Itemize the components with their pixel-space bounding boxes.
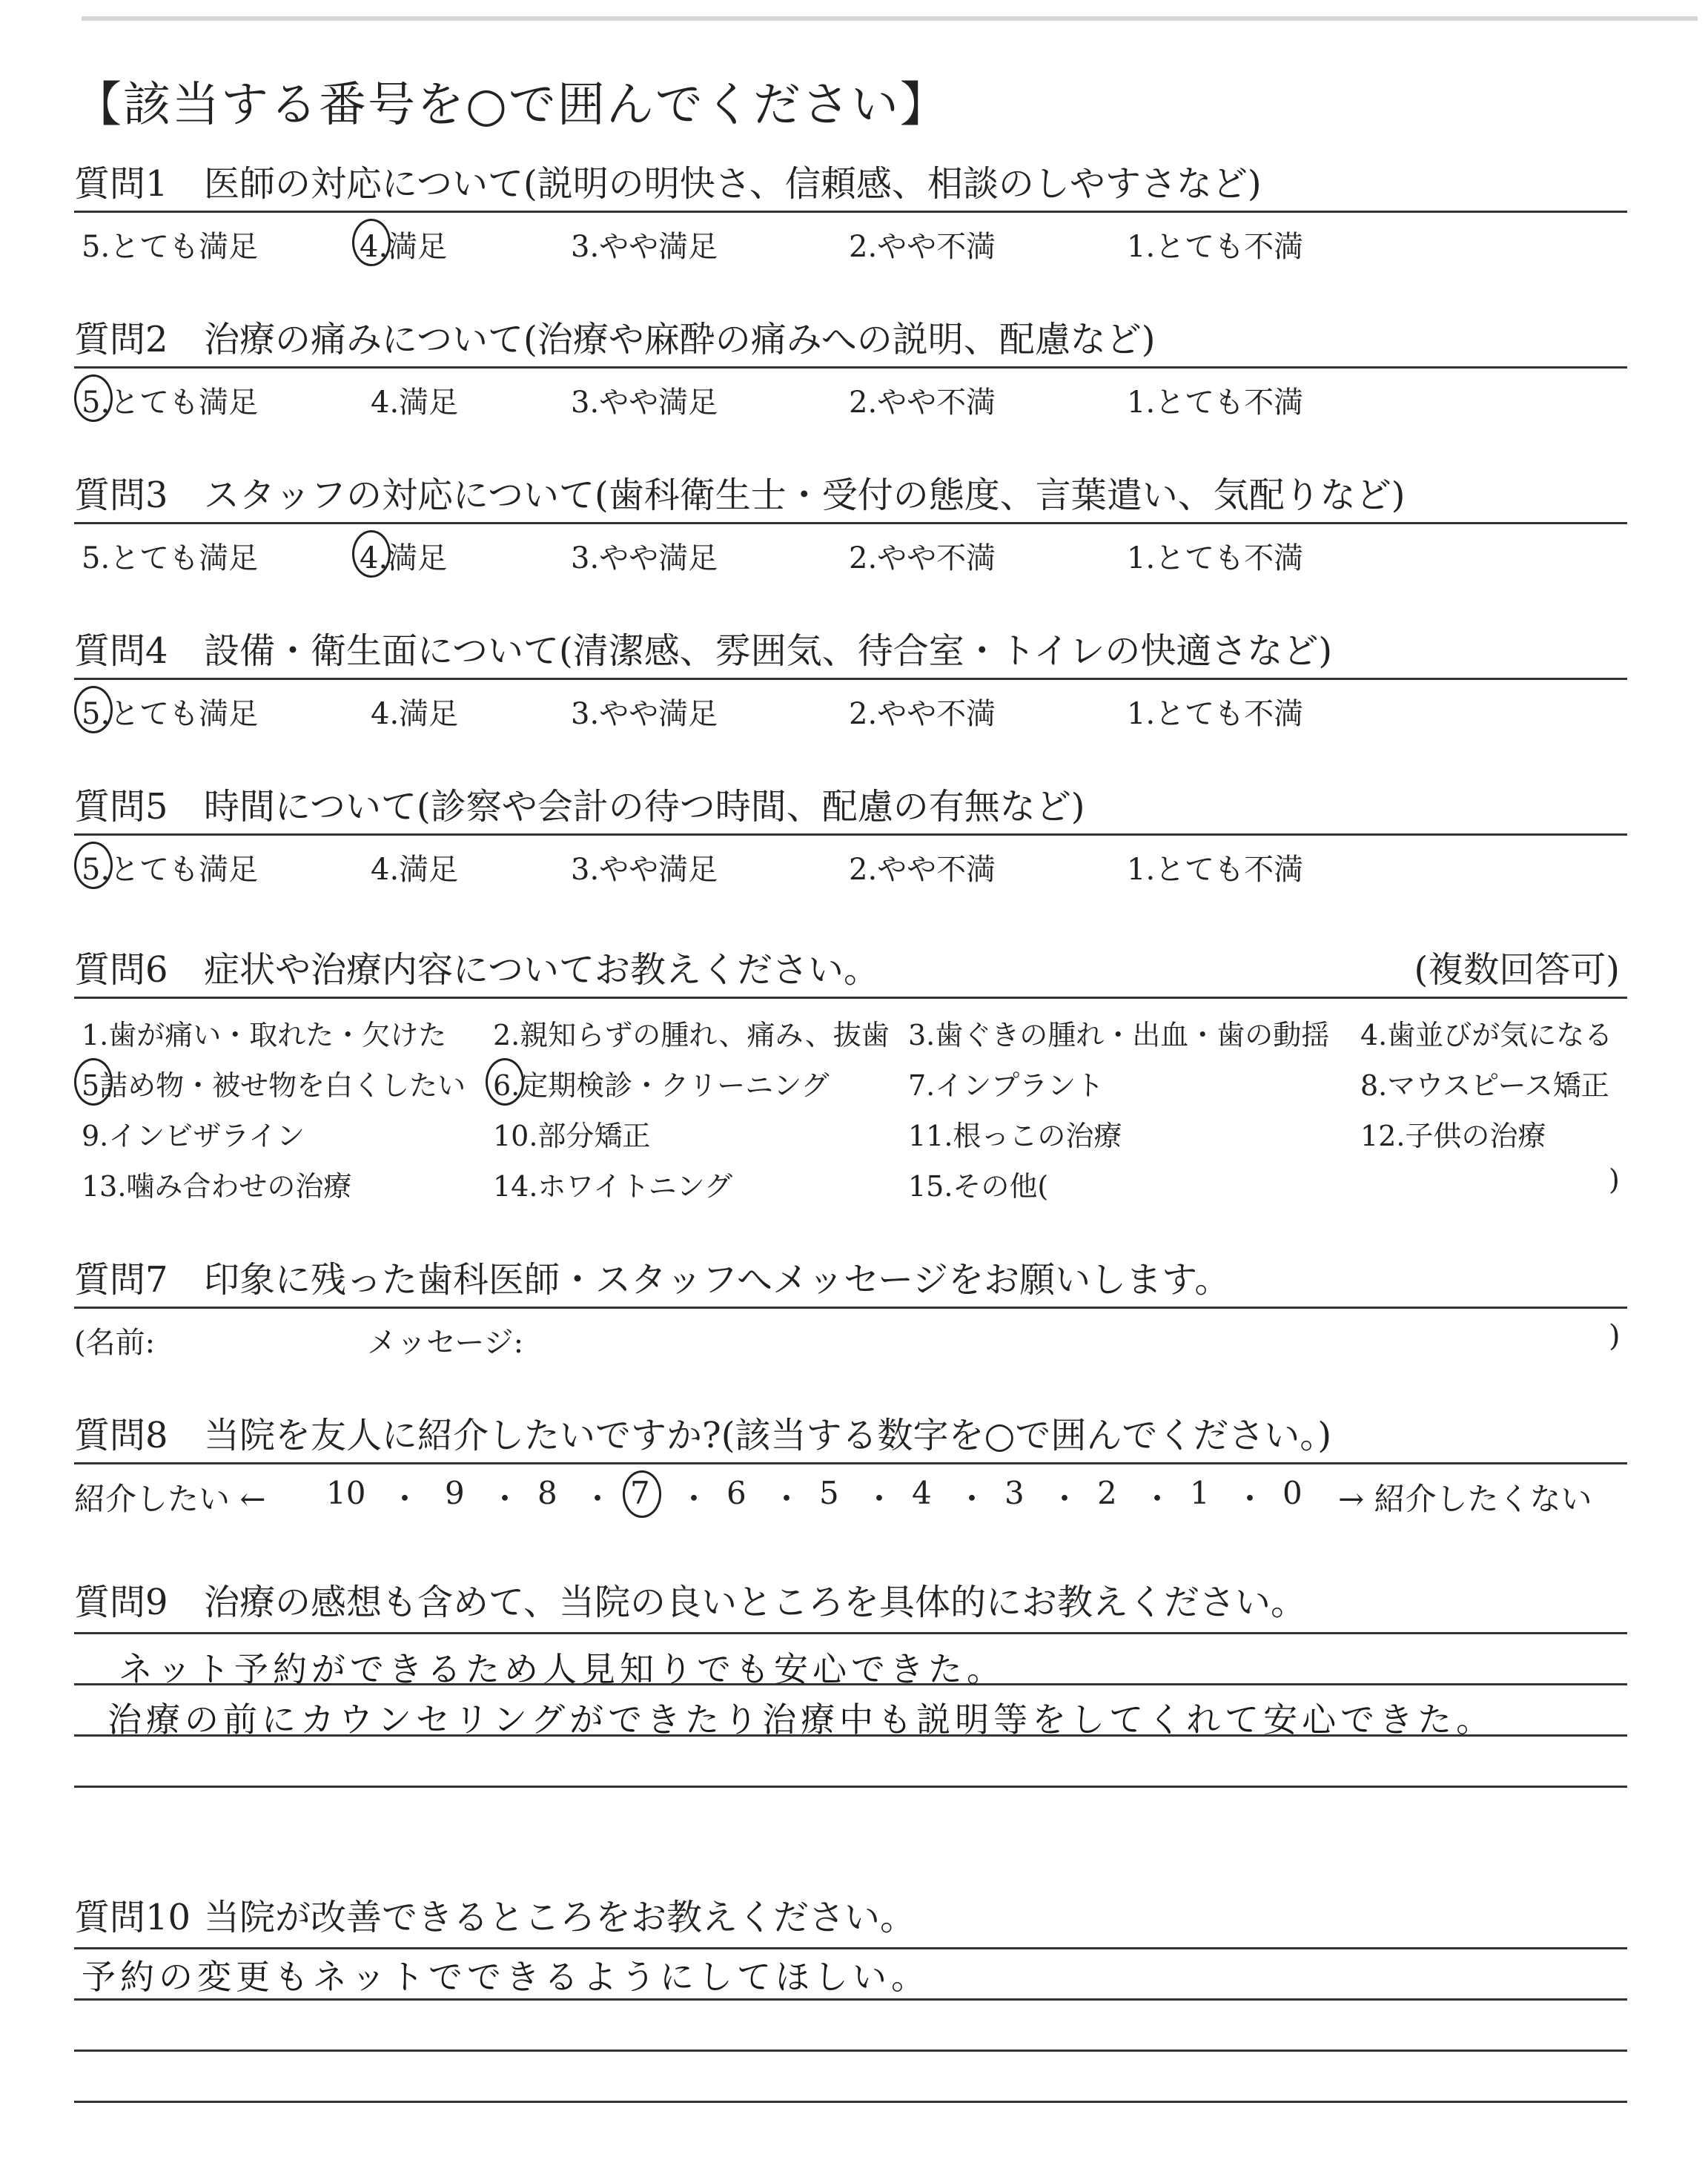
question-5 (74, 780, 1627, 888)
rating-option-4[interactable]: 4.満足 (371, 697, 459, 731)
question-number: 質問1 (74, 163, 168, 205)
handwritten-answer-line-1: ネット予約ができるため人見知りでも安心できた。 (119, 1649, 1005, 1689)
message-fields (74, 1309, 1627, 1360)
question-number: 質問4 (74, 630, 168, 672)
treatment-option-4[interactable]: 4.歯並びが気になる (1360, 1019, 1613, 1051)
rating-option-5[interactable]: 5.とても満足 (82, 541, 259, 575)
question-title (74, 1891, 1627, 1944)
other-close-paren: ) (1609, 1163, 1620, 1196)
scale-right-label: → 紹介したくない (1338, 1481, 1592, 1517)
scale-dot: ・ (1234, 1481, 1266, 1517)
question-title (74, 1409, 1627, 1464)
rating-option-1[interactable]: 1.とても不満 (1127, 853, 1304, 887)
treatment-option-2[interactable]: 2.親知らずの腫れ、痛み、抜歯 (493, 1019, 890, 1051)
question-title (74, 780, 1627, 836)
question-3 (74, 469, 1627, 576)
treatment-option-7[interactable]: 7.インプラント (908, 1069, 1105, 1102)
rating-option-1[interactable]: 1.とても不満 (1127, 697, 1304, 731)
rating-option-5-selected[interactable]: 5.とても満足 (82, 846, 258, 888)
rating-option-3[interactable]: 3.やや満足 (571, 853, 718, 887)
scale-4[interactable]: 4 (912, 1475, 932, 1511)
rating-option-1[interactable]: 1.とても不満 (1127, 541, 1304, 575)
page-heading: 【該当する番号を○で囲んでください】 (74, 78, 949, 133)
treatment-option-13[interactable]: 13.噛み合わせの治療 (82, 1170, 352, 1203)
scale-dot: ・ (1049, 1481, 1081, 1517)
rating-option-3[interactable]: 3.やや満足 (571, 386, 718, 420)
question-6 (74, 943, 1627, 1214)
question-text: 治療の感想も含めて、当院の良いところを具体的にお教えください。 (204, 1582, 1307, 1623)
rating-option-2[interactable]: 2.やや不満 (849, 853, 996, 887)
question-text: 当院を友人に紹介したいですか?(該当する数字を○で囲んでください。) (204, 1415, 1332, 1456)
recommend-scale (74, 1464, 1627, 1524)
question-number: 質問7 (74, 1259, 168, 1301)
multiple-answer-note: (複数回答可) (1414, 949, 1620, 991)
question-text: 時間について(診察や会計の待つ時間、配慮の有無など) (204, 786, 1085, 828)
rating-options (74, 213, 1627, 265)
scale-dot: ・ (864, 1481, 896, 1517)
question-number: 質問8 (74, 1415, 168, 1456)
rating-options (74, 524, 1627, 576)
scale-8[interactable]: 8 (537, 1475, 557, 1511)
message-label: メッセージ: (367, 1326, 524, 1360)
scale-dot: ・ (1142, 1481, 1174, 1517)
question-4 (74, 624, 1627, 732)
rating-option-5[interactable]: 5.とても満足 (82, 230, 259, 264)
question-text: 治療の痛みについて(治療や麻酔の痛みへの説明、配慮など) (204, 319, 1156, 360)
question-number: 質問10 (74, 1897, 191, 1938)
question-title (74, 943, 1627, 999)
treatment-option-14[interactable]: 14.ホワイトニング (493, 1170, 733, 1203)
question-7 (74, 1253, 1627, 1360)
rating-option-2[interactable]: 2.やや不満 (849, 697, 996, 731)
treatment-option-15[interactable]: 15.その他( (908, 1170, 1049, 1203)
rating-option-5-selected[interactable]: 5.とても満足 (82, 690, 258, 733)
question-number: 質問9 (74, 1582, 168, 1623)
question-text: 医師の対応について(説明の明快さ、信頼感、相談のしやすさなど) (204, 163, 1262, 205)
rating-option-3[interactable]: 3.やや満足 (571, 230, 718, 264)
treatment-option-11[interactable]: 11.根っこの治療 (908, 1120, 1122, 1152)
rating-option-5-selected[interactable]: 5.とても満足 (82, 379, 258, 421)
scale-dot: ・ (956, 1481, 988, 1517)
answer-line (74, 1632, 1627, 1634)
question-title (74, 157, 1627, 213)
handwritten-answer-line-2: 治療の前にカウンセリングができたり治療中も説明等をしてくれて安心できた。 (107, 1700, 1495, 1740)
scale-9[interactable]: 9 (445, 1475, 465, 1511)
question-text: 症状や治療内容についてお教えください。 (204, 949, 880, 991)
treatment-option-9[interactable]: 9.インビザライン (82, 1120, 305, 1152)
rating-options (74, 836, 1627, 888)
scale-dot: ・ (389, 1481, 421, 1517)
question-title (74, 1253, 1627, 1309)
treatment-option-8[interactable]: 8.マウスピース矯正 (1360, 1069, 1609, 1102)
question-2 (74, 313, 1627, 420)
rating-option-1[interactable]: 1.とても不満 (1127, 230, 1304, 264)
question-title (74, 313, 1627, 369)
question-title (74, 624, 1627, 680)
question-10 (74, 1891, 1627, 2152)
rating-option-2[interactable]: 2.やや不満 (849, 230, 996, 264)
question-text: スタッフの対応について(歯科衛生士・受付の態度、言葉遣い、気配りなど) (204, 475, 1406, 516)
question-8 (74, 1409, 1627, 1524)
scale-6[interactable]: 6 (726, 1475, 747, 1511)
question-number: 質問6 (74, 949, 168, 991)
question-number: 質問2 (74, 319, 168, 360)
scale-2[interactable]: 2 (1097, 1475, 1117, 1511)
question-number: 質問5 (74, 786, 168, 828)
scale-10[interactable]: 10 (326, 1475, 366, 1511)
question-number: 質問3 (74, 475, 168, 516)
treatment-option-12[interactable]: 12.子供の治療 (1360, 1120, 1546, 1152)
scale-7-selected[interactable]: 7 (630, 1475, 650, 1511)
question-1 (74, 157, 1627, 265)
answer-line (74, 2050, 1627, 2052)
question-9 (74, 1576, 1627, 1837)
handwritten-answer-line-1: 予約の変更もネットでできるようにしてほしい。 (82, 1957, 930, 1997)
rating-option-2[interactable]: 2.やや不満 (849, 541, 996, 575)
treatment-option-3[interactable]: 3.歯ぐきの腫れ・出血・歯の動揺 (908, 1019, 1330, 1051)
rating-options (74, 680, 1627, 732)
question-text: 設備・衛生面について(清潔感、雰囲気、待合室・トイレの快適さなど) (204, 630, 1333, 672)
treatment-option-10[interactable]: 10.部分矯正 (493, 1120, 651, 1152)
treatment-options (74, 999, 1627, 1214)
rating-option-1[interactable]: 1.とても不満 (1127, 386, 1304, 420)
question-title (74, 1576, 1627, 1629)
answer-line (74, 2101, 1627, 2103)
question-text: 印象に残った歯科医師・スタッフへメッセージをお願いします。 (204, 1259, 1231, 1301)
rating-option-2[interactable]: 2.やや不満 (849, 386, 996, 420)
top-border (82, 16, 1698, 21)
scale-dot: ・ (678, 1481, 710, 1517)
message-close-paren: ) (1609, 1319, 1621, 1353)
scale-1[interactable]: 1 (1190, 1475, 1210, 1511)
scale-dot: ・ (771, 1481, 803, 1517)
scale-left-label: 紹介したい ← (74, 1481, 266, 1517)
scale-3[interactable]: 3 (1004, 1475, 1025, 1511)
treatment-option-6-selected[interactable]: 6.定期検診・クリーニング (493, 1063, 830, 1103)
rating-option-4[interactable]: 4.満足 (371, 853, 459, 887)
answer-line (74, 1947, 1627, 1949)
treatment-option-5-selected[interactable]: 5詰め物・被せ物を白くしたい (82, 1063, 466, 1103)
name-label: (名前: (74, 1326, 156, 1360)
rating-option-4-selected[interactable]: 4.満足 (360, 535, 447, 577)
rating-option-3[interactable]: 3.やや満足 (571, 697, 718, 731)
scale-5[interactable]: 5 (819, 1475, 839, 1511)
rating-option-4-selected[interactable]: 4.満足 (360, 223, 447, 265)
scale-dot: ・ (582, 1481, 614, 1517)
rating-options (74, 369, 1627, 420)
question-text: 当院が改善できるところをお教えください。 (204, 1897, 916, 1938)
rating-option-4[interactable]: 4.満足 (371, 386, 459, 420)
question-title (74, 469, 1627, 524)
treatment-option-1[interactable]: 1.歯が痛い・取れた・欠けた (82, 1019, 447, 1051)
scale-dot: ・ (489, 1481, 521, 1517)
scale-0[interactable]: 0 (1282, 1475, 1302, 1511)
answer-line (74, 1786, 1627, 1788)
rating-option-3[interactable]: 3.やや満足 (571, 541, 718, 575)
